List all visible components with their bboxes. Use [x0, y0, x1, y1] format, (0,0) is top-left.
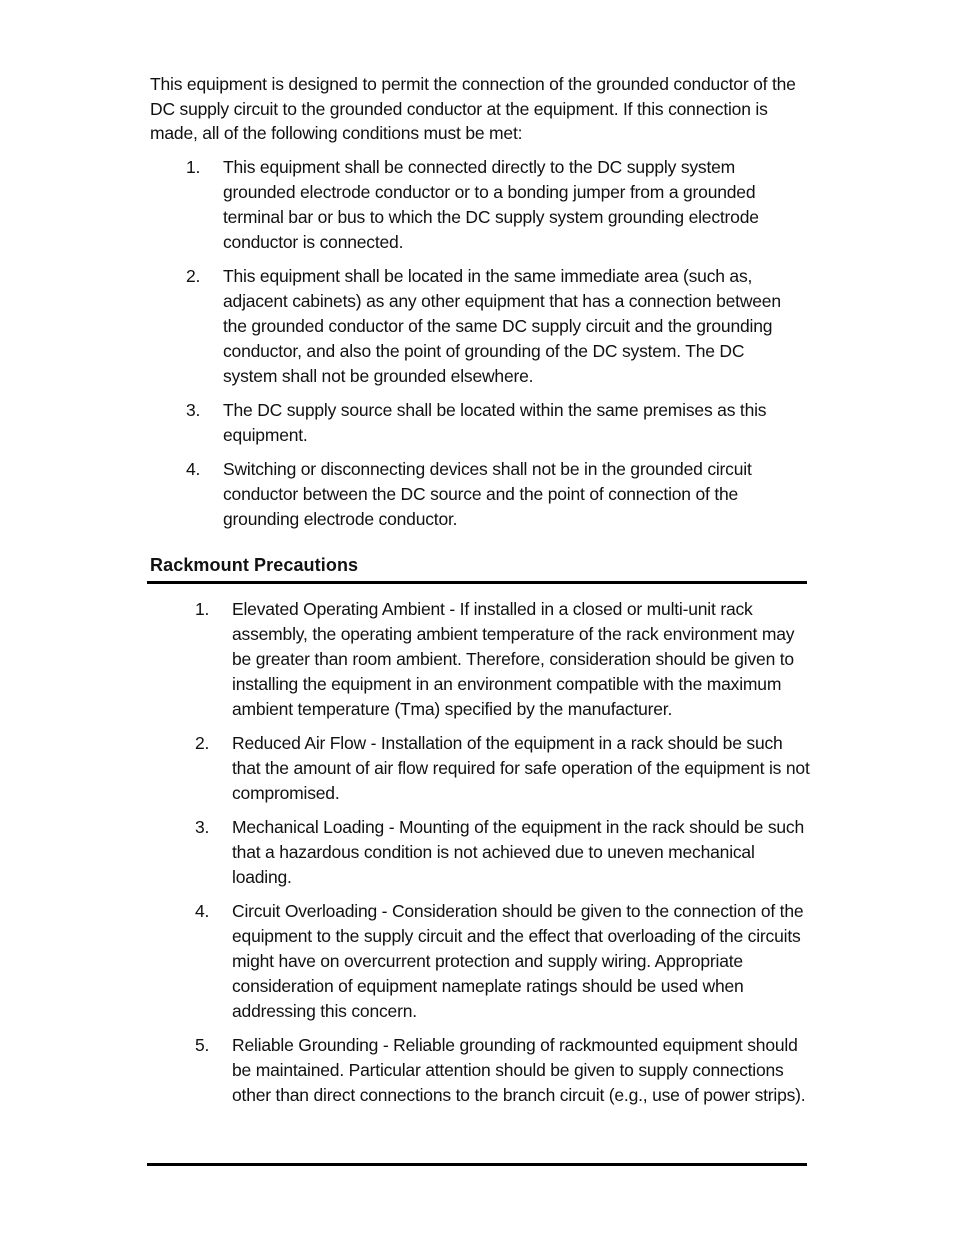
list-item — [195, 597, 810, 722]
list-item-number: 3. — [195, 817, 210, 837]
list-item-number: 2. — [186, 266, 201, 286]
section-heading: Rackmount Precautions — [150, 555, 359, 575]
list-item-text: The DC supply source shall be located within the same premises as this equipment. — [223, 400, 767, 445]
list-item-number: 2. — [195, 733, 210, 753]
list-item-text: Reduced Air Flow - Installation of the equipment in a rack should be such that the amount of air flow required for safe operation of the equipment is not compromised. — [232, 733, 810, 803]
section-divider — [147, 581, 807, 584]
list-item-number: 4. — [186, 459, 201, 479]
list-item-text: Circuit Overloading - Consideration should be given to the connection of the equipment to the supply circuit and the effect that overloading of the circuits might have on overcurrent protection and supply wiring. Appropriate consideration of equipment nameplate ratings should be used when addressing this concern. — [232, 901, 804, 1021]
footer-divider — [147, 1163, 807, 1166]
list-item-number: 5. — [195, 1035, 210, 1055]
list-item — [186, 398, 796, 448]
list-item-text: Mechanical Loading - Mounting of the equipment in the rack should be such that a hazardous condition is not achieved due to uneven mechanical loading. — [232, 817, 805, 887]
list-item — [195, 1033, 810, 1108]
list-item — [186, 264, 796, 389]
list-item — [186, 155, 796, 255]
list-item-text: Reliable Grounding - Reliable grounding of rackmounted equipment should be maintained. Particular attention should be given to supply connections other than direct connections to the branch circuit (e.g., use of power strips). — [232, 1035, 806, 1105]
dc-conditions-list — [186, 155, 796, 541]
intro-paragraph: This equipment is designed to permit the connection of the grounded conductor of the DC supply circuit to the grounded conductor at the equipment. If this connection is made, all of the following conditions must be met: — [150, 74, 796, 143]
list-item-number: 1. — [195, 599, 210, 619]
list-item-text: This equipment shall be connected directly to the DC supply system grounded electrode conductor or to a bonding jumper from a grounded terminal bar or bus to which the DC supply system grounding electrode conductor is connected. — [223, 157, 759, 252]
list-item-text: Elevated Operating Ambient - If installed in a closed or multi-unit rack assembly, the operating ambient temperature of the rack environment may be greater than room ambient. Therefore, consideration should be given to installing the equipment in an environment compatible with the maximum ambient temperature (Tma) specified by the manufacturer. — [232, 599, 795, 719]
list-item-number: 1. — [186, 157, 201, 177]
list-item — [186, 457, 796, 532]
list-item-number: 3. — [186, 400, 201, 420]
list-item — [195, 899, 810, 1024]
list-item — [195, 731, 810, 806]
list-item-text: This equipment shall be located in the same immediate area (such as, adjacent cabinets) as any other equipment that has a connection between the grounded conductor of the same DC supply circuit and the grounding conductor, and also the point of grounding of the DC system. The DC system shall not be grounded elsewhere. — [223, 266, 781, 386]
list-item-text: Switching or disconnecting devices shall not be in the grounded circuit conductor between the DC source and the point of connection of the grounding electrode conductor. — [223, 459, 752, 529]
list-item — [195, 815, 810, 890]
rackmount-precautions-list — [195, 597, 810, 1117]
list-item-number: 4. — [195, 901, 210, 921]
